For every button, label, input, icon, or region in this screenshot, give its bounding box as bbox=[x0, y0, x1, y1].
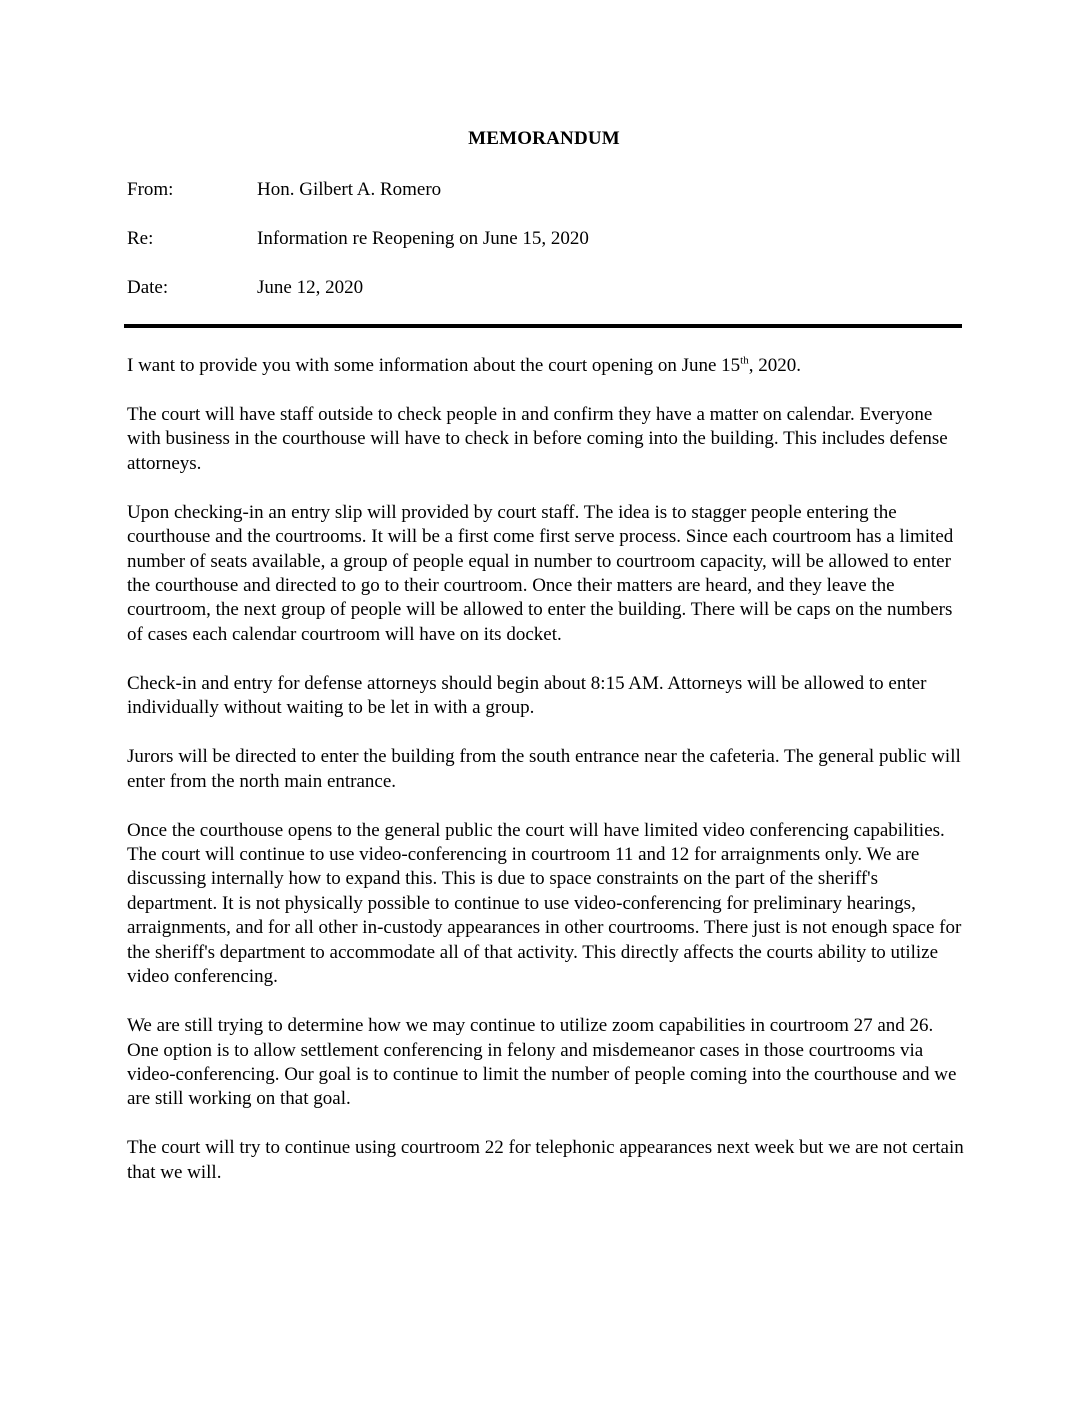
date-row bbox=[127, 276, 363, 300]
memo-body bbox=[127, 354, 967, 1210]
paragraph-jurors: Jurors will be directed to enter the building from the south entrance near the cafeteria. The general public will enter from the north main entrance. bbox=[127, 746, 961, 792]
re-row bbox=[127, 227, 589, 251]
paragraph-telephonic: The court will try to continue using courtroom 22 for telephonic appearances next week but we are not certain that we will. bbox=[127, 1137, 964, 1183]
memo-title: MEMORANDUM bbox=[468, 128, 620, 149]
date-label: Date: bbox=[127, 277, 169, 298]
paragraph-check-in: The court will have staff outside to check people in and confirm they have a matter on calendar. Everyone with business in the courthouse will have to check in before coming into the building. This includes defense attorneys. bbox=[127, 404, 948, 474]
re-value: Information re Reopening on June 15, 2020 bbox=[257, 228, 589, 249]
from-label: From: bbox=[127, 179, 174, 200]
from-row bbox=[127, 178, 441, 202]
from-value: Hon. Gilbert A. Romero bbox=[257, 179, 442, 200]
paragraph-attorneys: Check-in and entry for defense attorneys should begin about 8:15 AM. Attorneys will be allowed to enter individually without waiting to be let in with a group. bbox=[127, 672, 927, 719]
paragraph-video-conferencing: Once the courthouse opens to the general public the court will have limited video conferencing capabilities. The court will continue to use video-conferencing in courtroom 11 and 12 for arraignments only. We are discussing internally how to expand this. This is due to space constraints on the part of the sheriff's department. It is not physically possible to continue to use video-conferencing for preliminary hearings, arraignments, and for all other in-custody appearances in other courtrooms. There just is not enough space for the sheriff's department to accommodate all of that activity. This directly affects the courts ability to utilize video conferencing. bbox=[127, 819, 962, 988]
date-value: June 12, 2020 bbox=[257, 277, 364, 298]
paragraph-entry-slip: Upon checking-in an entry slip will provided by court staff. The idea is to stagger people entering the courthouse and the courtrooms. It will be a first come first serve process. Since each courtroom has a limited number of seats available, a group of people equal in number to courtroom capacity, will be allowed to enter the courthouse and directed to go to their courtroom. Once their matters are heard, and they leave the courtroom, the next group of people will be allowed to enter the building. There will be caps on the numbers of cases each calendar courtroom will have on its docket. bbox=[127, 501, 954, 645]
paragraph-zoom: We are still trying to determine how we may continue to utilize zoom capabilities in courtroom 27 and 26. One option is to allow settlement conferencing in felony and misdemeanor cases in those courtrooms via video-conferencing. Our goal is to continue to limit the number of people coming into the courthouse and we are still working on that goal. bbox=[127, 1015, 957, 1110]
re-label: Re: bbox=[127, 228, 154, 249]
intro-text-end: , 2020. bbox=[748, 355, 801, 376]
ordinal-suffix: th bbox=[740, 354, 749, 367]
header-divider bbox=[124, 324, 962, 328]
intro-text: I want to provide you with some information about the court opening on June 15 bbox=[127, 355, 741, 376]
paragraph-intro bbox=[127, 354, 967, 378]
